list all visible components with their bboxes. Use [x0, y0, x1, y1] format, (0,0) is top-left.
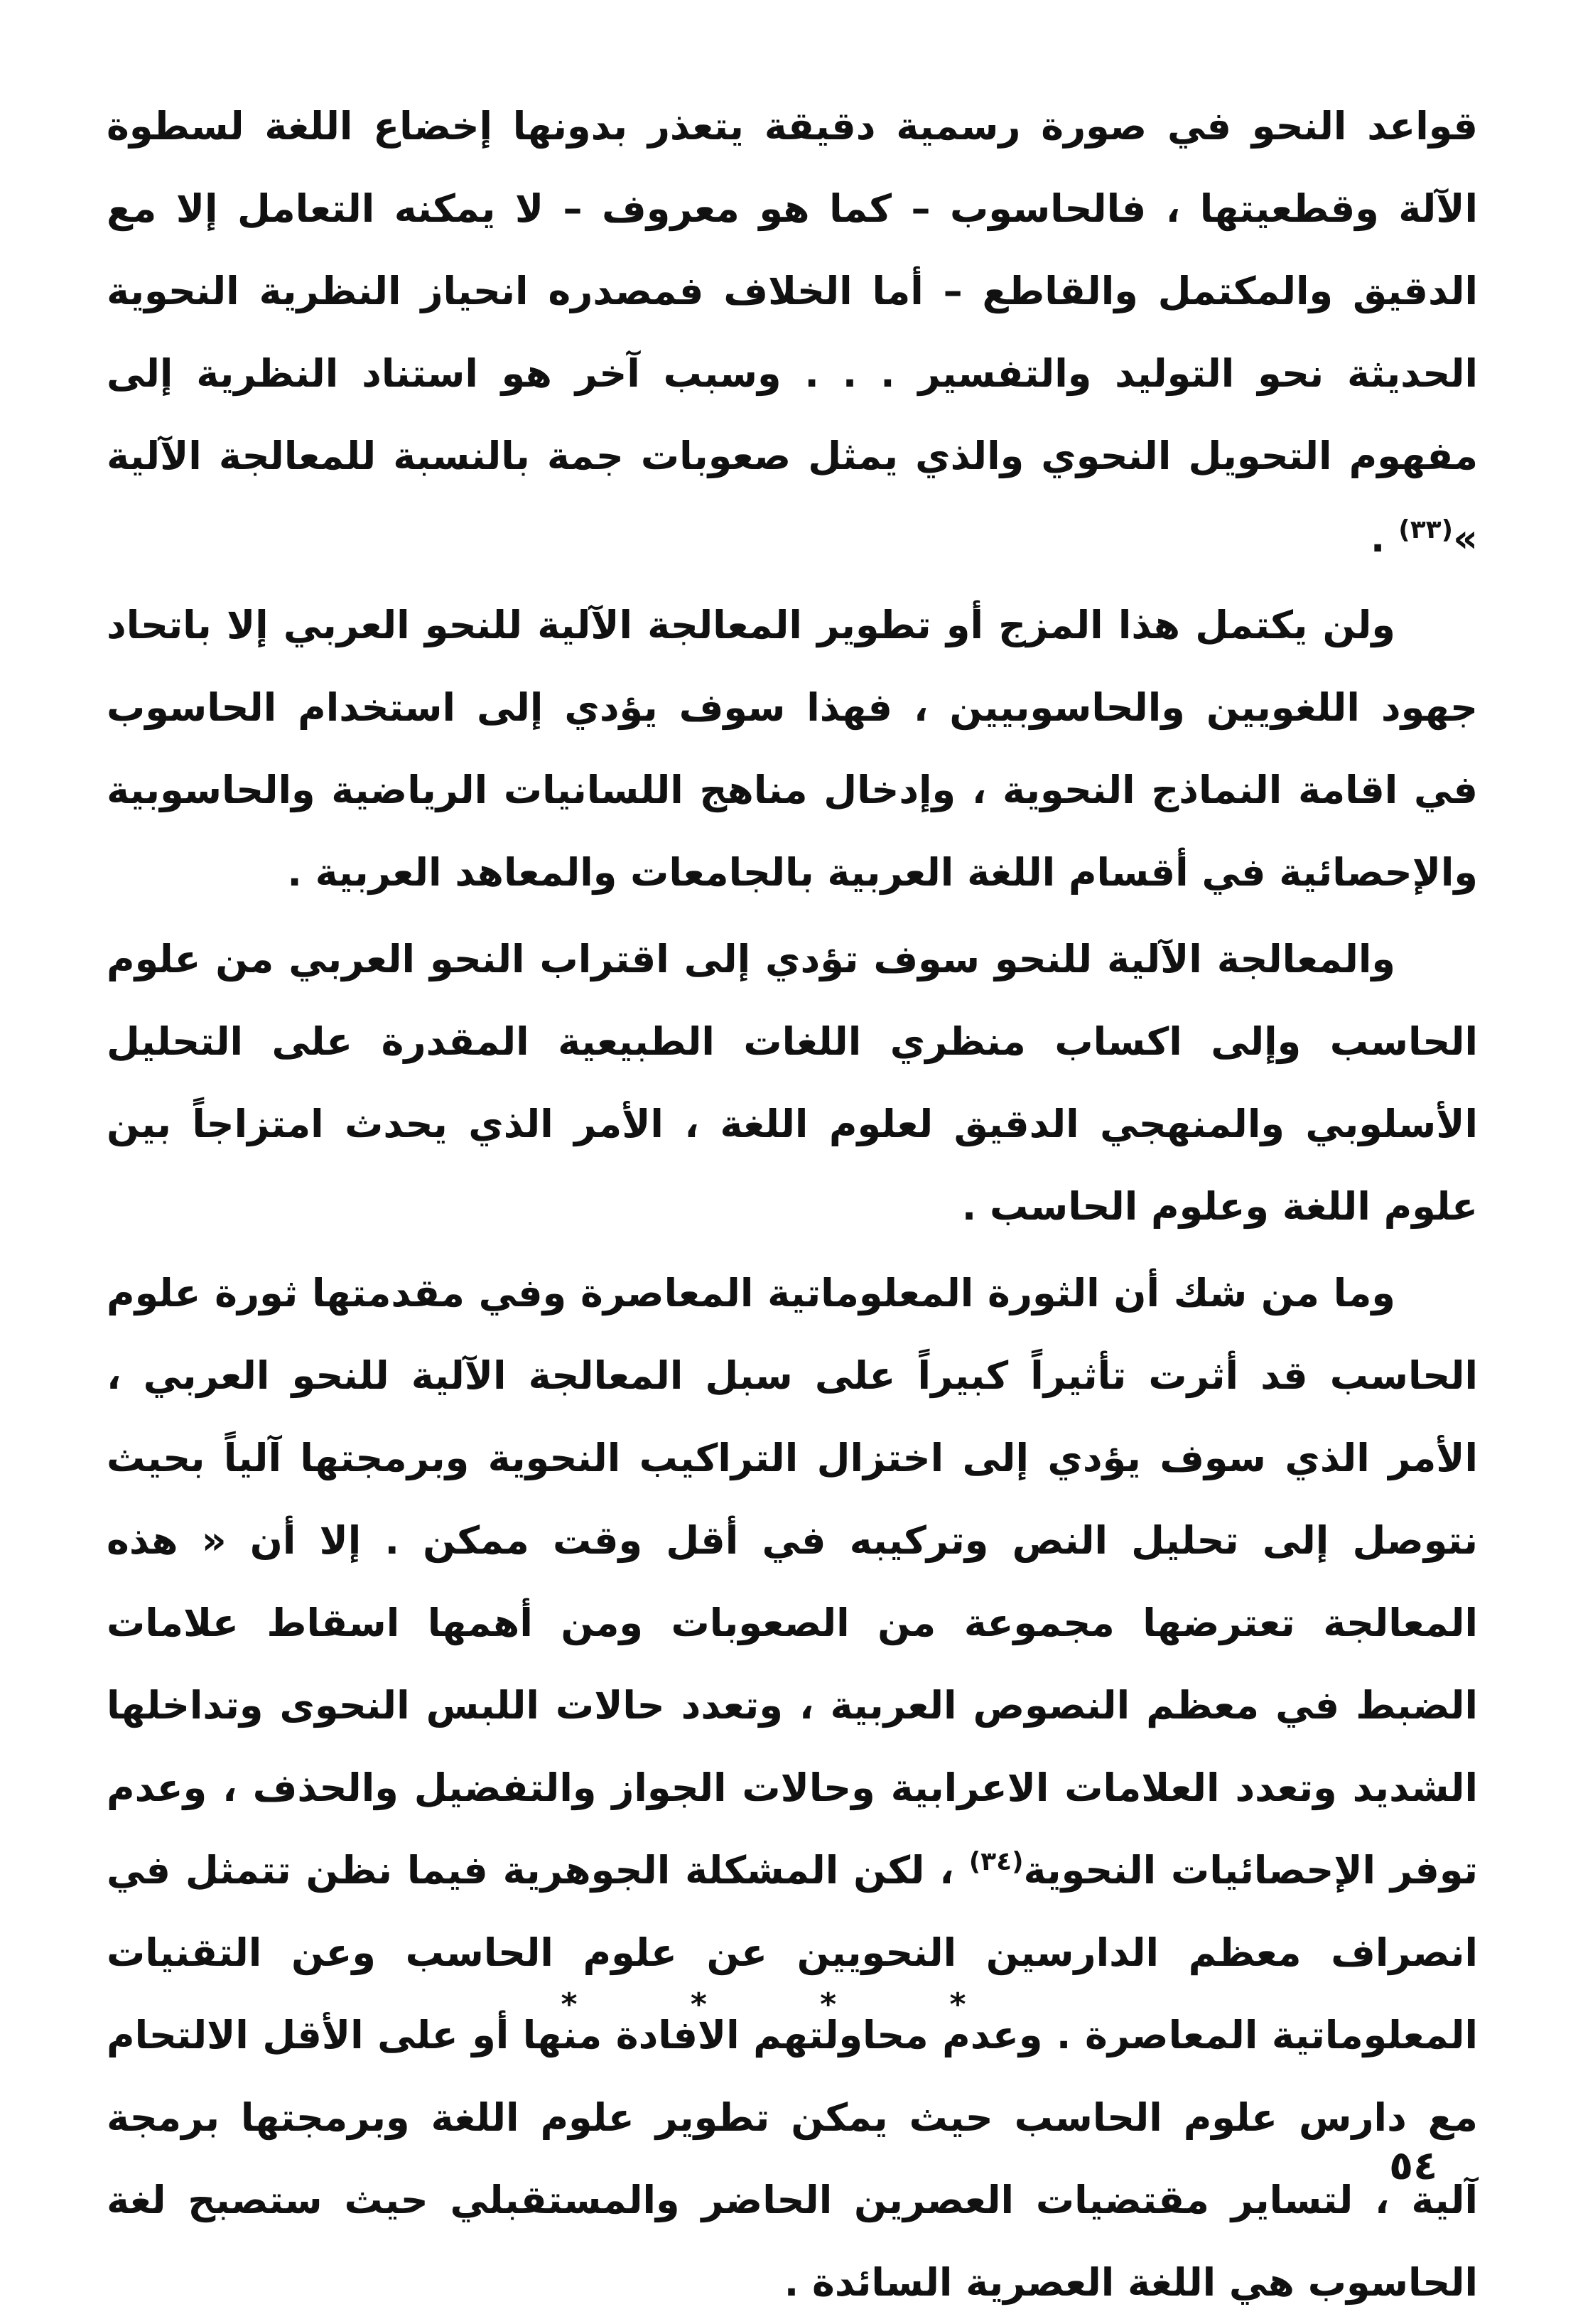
- section-separator: * * * *: [561, 1986, 1017, 2023]
- page-number: ٥٤: [1389, 2143, 1438, 2189]
- paragraph-3: والمعالجة الآلية للنحو سوف تؤدي إلى اقتراب النحو العربي من علوم الحاسب وإلى اكساب منظري اللغات الطبيعية المقدرة على التحليل الأسلوبي والمنهجي الدقيق لعلوم اللغة ، الأمر الذي يحدث امتزاجاً بين علوم اللغة وعلوم الحاسب .: [107, 937, 1478, 1229]
- footnote-ref-33: (٣٣): [1398, 515, 1454, 544]
- paragraph-4: [107, 1252, 1478, 2324]
- paragraph-2: ولن يكتمل هذا المزج أو تطوير المعالجة الآلية للنحو العربي إلا باتحاد جهود اللغويين والحاسوبيين ، فهذا سوف يؤدي إلى استخدام الحاسوب في اقامة النماذج النحوية ، وإدخال مناهج اللسانيات الرياضية والحاسوبية والإحصائية في أقسام اللغة العربية بالجامعات والمعاهد العربية .: [107, 603, 1478, 895]
- paragraph-4-text: وما من شك أن الثورة المعلوماتية المعاصرة وفي مقدمتها ثورة علوم الحاسب قد أثرت تأثيراً كبيراً على سبل المعالجة الآلية للنحو العربي ، الأمر الذي سوف يؤدي إلى اختزال التراكيب النحوية وبرمجتها آلياً بحيث نتوصل إلى تحليل النص وتركيبه في أقل وقت ممكن . إلا أن « هذه المعالجة تعترضها مجموعة من الصعوبات ومن أهمها اسقاط علامات الضبط في معظم النصوص العربية ، وتعدد حالات اللبس النحوى وتداخلها الشديد وتعدد العلامات الاعرابية وحالات الجواز والتفضيل والحذف ، وعدم توفر الإحصائيات النحوية: [107, 1271, 1478, 1893]
- footnote-ref-34: (٣٤): [968, 1847, 1024, 1876]
- paragraph-1-ending: .: [1370, 516, 1399, 561]
- paragraph-1-text: قواعد النحو في صورة رسمية دقيقة يتعذر بدونها إخضاع اللغة لسطوة الآلة وقطعيتها ، فالحاسوب – كما هو معروف – لا يمكنه التعامل إلا مع الدقيق والمكتمل والقاطع – أما الخلاف فمصدره انحياز النظرية النحوية الحديثة نحو التوليد والتفسير . . . وسبب آخر هو استناد النظرية إلى مفهوم التحويل النحوي والذي يمثل صعوبات جمة بالنسبة للمعالجة الآلية »: [107, 104, 1478, 561]
- paragraph-4-ending: ، لكن المشكلة الجوهرية فيما نظن تتمثل في انصراف معظم الدارسين النحويين عن علوم الحاسب وعن التقنيات المعلوماتية المعاصرة . وعدم محاولتهم الافادة منها أو على الأقل الالتحام مع دارس علوم الحاسب حيث يمكن تطوير علوم اللغة وبرمجتها برمجة آلية ، لتساير مقتضيات العصرين الحاضر والمستقبلي حيث ستصبح لغة الحاسوب هي اللغة العصرية السائدة .: [107, 1848, 1478, 2305]
- paragraph-1: [107, 85, 1478, 580]
